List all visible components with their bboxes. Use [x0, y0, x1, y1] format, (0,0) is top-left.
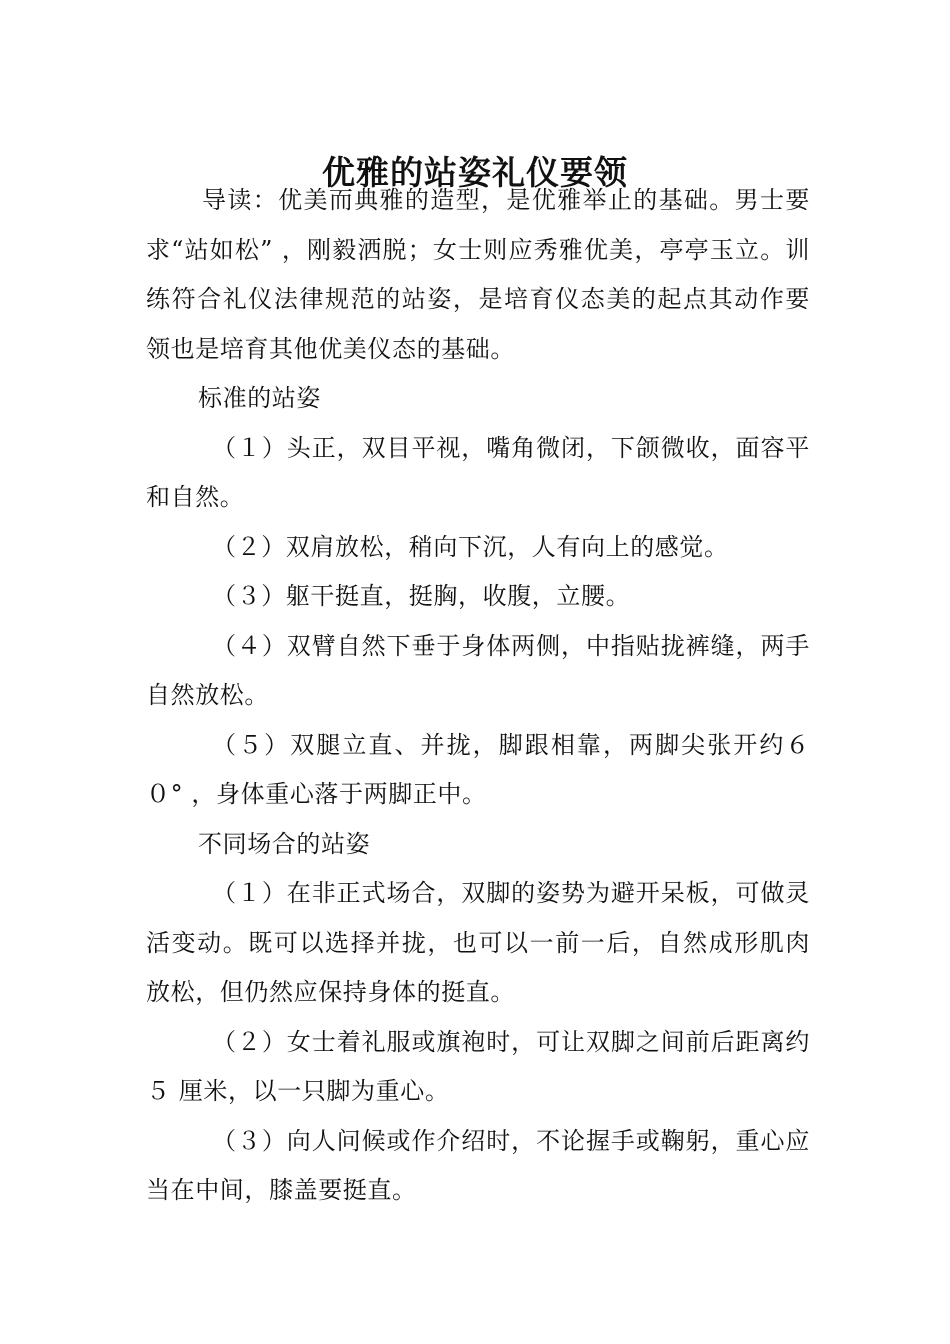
section-heading-occasions: 不同场合的站姿	[198, 829, 371, 858]
standard-item-3: （３）躯干挺直，挺胸，收腹，立腰。	[212, 582, 631, 610]
standard-item-1: （１）头正，双目平视，嘴角微闭，下颌微收，面容平和自然。	[146, 433, 810, 511]
standard-item-4: （４）双臂自然下垂于身体两侧，中指贴拢裤缝，两手自然放松。	[146, 631, 810, 709]
section-heading-standard: 标准的站姿	[198, 384, 321, 412]
intro-paragraph: 导读：优美而典雅的造型，是优雅举止的基础。男士要求“站如松” ，刚毅洒脱；女士则应秀雅优美，亭亭玉立。训练符合礼仪法律规范的站姿，是培育仪态美的起点其动作要领也是培育其他优美仪态的基础。	[146, 186, 810, 363]
standard-item-2: （２）双肩放松，稍向下沉，人有向上的感觉。	[212, 532, 729, 561]
standard-item-5: （５）双腿立直、并拢，脚跟相靠，两脚尖张开约６０° ，身体重心落于两脚正中。	[146, 730, 810, 808]
document-body	[146, 176, 810, 1216]
occasion-item-1: （１）在非正式场合，双脚的姿势为避开呆板，可做灵活变动。既可以选择并拢，也可以一前一后，自然成形肌肉放松，但仍然应保持身体的挺直。	[146, 879, 810, 1006]
document-title: 优雅的站姿礼仪要领	[322, 153, 628, 193]
occasion-item-3: （３）向人问候或作介绍时，不论握手或鞠躬，重心应当在中间，膝盖要挺直。	[146, 1126, 810, 1204]
occasion-item-2: （２）女士着礼服或旗袍时，可让双脚之间前后距离约５ 厘米，以一只脚为重心。	[146, 1027, 810, 1105]
